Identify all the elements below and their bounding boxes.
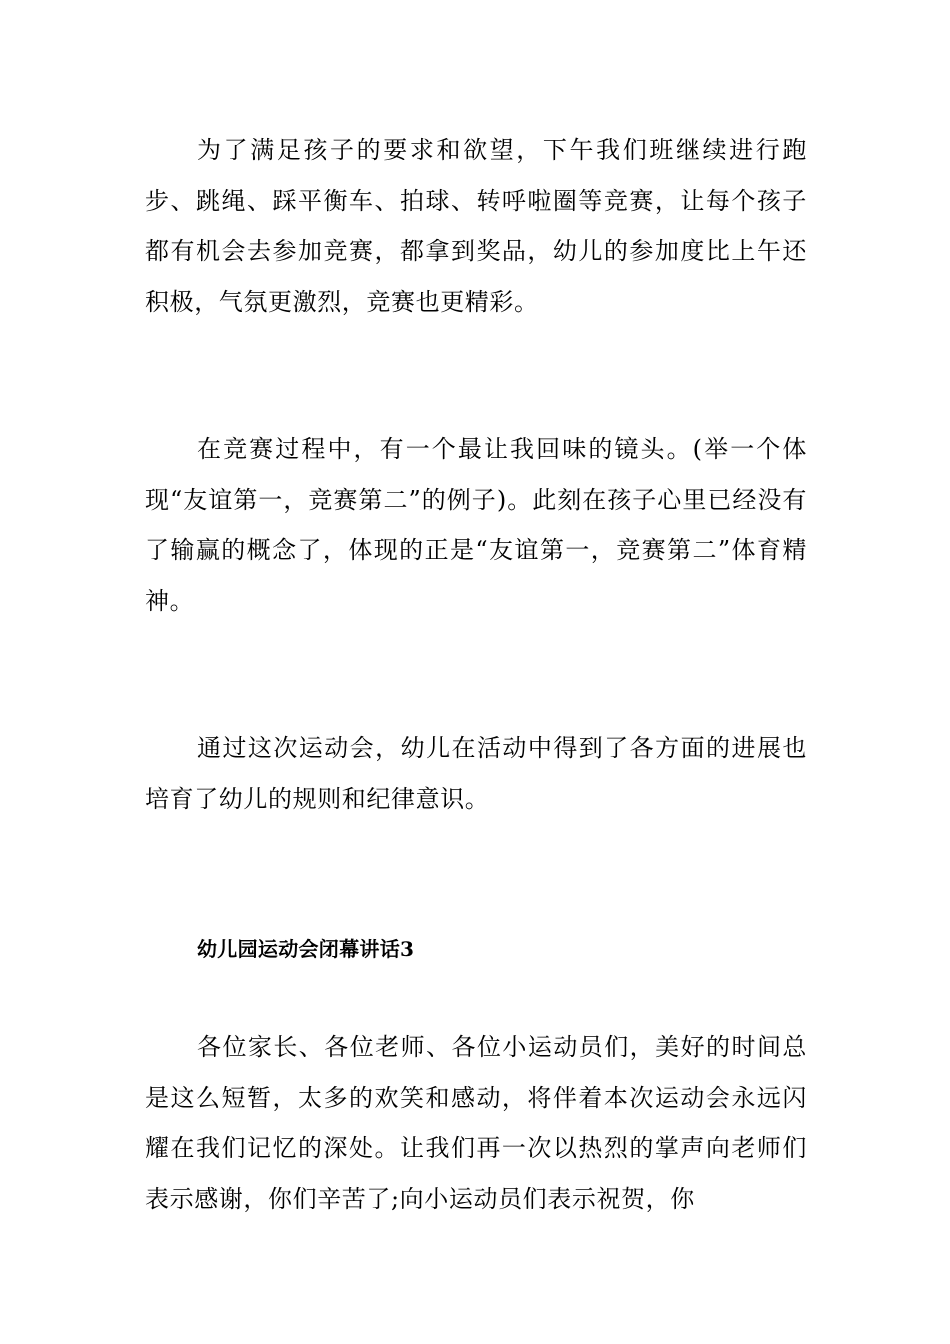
paragraph-closing-speech: 各位家长、各位老师、各位小运动员们，美好的时间总是这么短暂，太多的欢笑和感动，将伴着本次运动会永远闪耀在我们记忆的深处。让我们再一次以热烈的掌声向老师们表示感谢，你们辛苦了;向小运动员们表示祝贺，你 [145, 1033, 807, 1213]
paragraph-summary: 通过这次运动会，幼儿在活动中得到了各方面的进展也培育了幼儿的规则和纪律意识。 [145, 734, 807, 813]
section-title: 幼儿园运动会闭幕讲话3 [197, 937, 415, 961]
paragraph-friendship-moment: 在竞赛过程中，有一个最让我回味的镜头。(举一个体现“友谊第一，竞赛第二”的例子)。此刻在孩子心里已经没有了输赢的概念了，体现的正是“友谊第一，竞赛第二”体育精神。 [145, 435, 807, 615]
paragraph-afternoon-competition: 为了满足孩子的要求和欲望，下午我们班继续进行跑步、跳绳、踩平衡车、拍球、转呼啦圈等竞赛，让每个孩子都有机会去参加竞赛，都拿到奖品，幼儿的参加度比上午还积极，气氛更激烈，竞赛也更精彩。 [145, 136, 807, 316]
